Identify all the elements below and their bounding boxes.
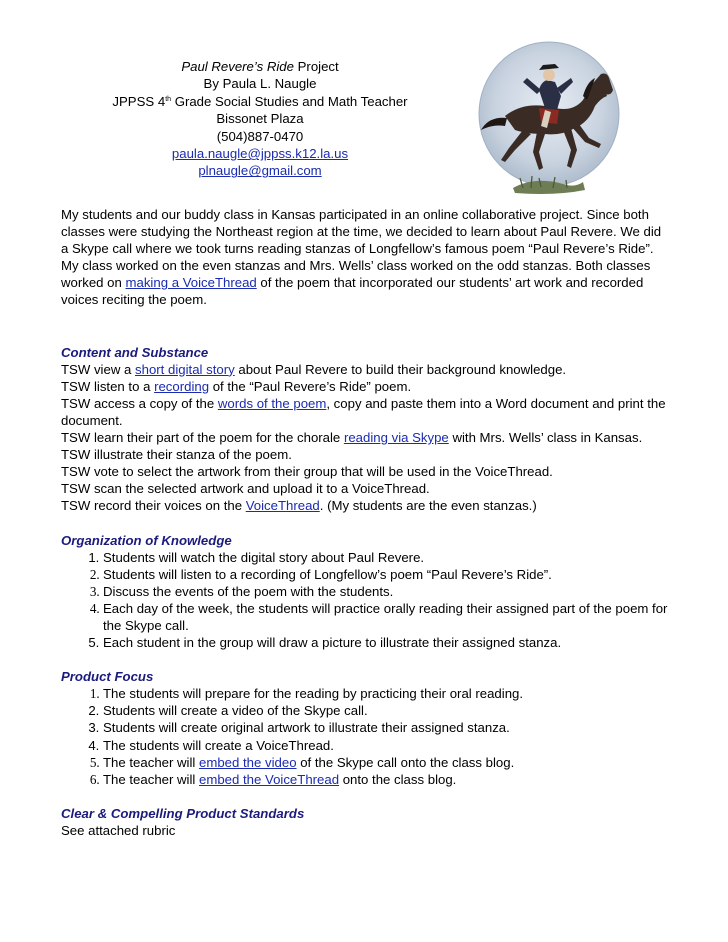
author-role [60, 93, 460, 110]
role-prefix: JPPSS 4 [112, 93, 166, 109]
role-suffix: Grade Social Studies and Math Teacher [171, 93, 408, 109]
words-of-poem-link[interactable]: words of the poem [217, 395, 327, 411]
intro-text-2: of the poem that incorporated our students’ art work and recorded voices reciting the poem. [61, 275, 644, 308]
organization-section [61, 532, 671, 652]
list-item: 2. Students will listen to a recording of Longfellow’s poem “Paul Revere’s Ride”. [103, 566, 671, 583]
task-8-text-b: . (My students are the even stanzas.) [319, 498, 537, 514]
task-3-text-b: , copy and paste them into a Word document and print the document. [61, 395, 666, 428]
document-header [60, 58, 460, 180]
project-title-suffix: Project [293, 59, 339, 74]
intro-text-1: My students and our buddy class in Kansas participated in an online collaborative project. Since both classes were studying the Northeast region at the time, we decided to learn about Paul Revere. We did a Skype call where we took turns reading stanzas of Longfellow’s famous poem “Paul Revere’s Ride”. My class worked on the even stanzas and Mrs. Wells’ class worked on the odd stanzas. Both classes worked on [61, 207, 662, 291]
product-6-text-a: The teacher will [103, 771, 200, 787]
role-ordinal: th [165, 95, 172, 103]
task-line-5: TSW illustrate their stanza of the poem. [61, 447, 292, 463]
list-item: 4. Each day of the week, the students will practice orally reading their assigned part of the poem for the Skype call. [103, 600, 671, 634]
task-line-6: TSW vote to select the artwork from their group that will be used in the VoiceThread. [61, 464, 553, 480]
task-8-text-a: TSW record their voices on the [61, 498, 246, 514]
list-item [103, 754, 671, 771]
product-focus-list [61, 685, 671, 788]
standards-section [61, 805, 671, 839]
list-item [103, 771, 671, 788]
recording-link[interactable]: recording [154, 378, 210, 394]
email-link-gmail[interactable]: plnaugle@gmail.com [198, 163, 322, 179]
standards-heading: Clear & Compelling Product Standards [61, 805, 305, 821]
list-item: 3. Discuss the events of the poem with the students. [103, 583, 671, 600]
email-link-school[interactable]: paula.naugle@jppss.k12.la.us [171, 146, 349, 162]
product-6-text-b: onto the class blog. [339, 771, 457, 787]
list-item: 1. Students will watch the digital story about Paul Revere. [103, 549, 671, 566]
list-item: 1. The students will prepare for the reading by practicing their oral reading. [103, 685, 671, 702]
task-line-2 [61, 378, 671, 395]
task-4-text-a: TSW learn their part of the poem for the chorale [61, 430, 344, 446]
task-3-text-a: TSW access a copy of the [61, 395, 218, 411]
voicethread-link[interactable]: VoiceThread [245, 498, 320, 514]
organization-heading: Organization of Knowledge [61, 532, 232, 548]
standards-text: See attached rubric [61, 822, 176, 838]
embed-voicethread-link[interactable]: embed the VoiceThread [199, 771, 340, 787]
product-5-text-b: of the Skype call onto the class blog. [296, 754, 515, 770]
project-title: Paul Revere’s Ride [181, 59, 294, 74]
document-body [61, 206, 671, 839]
task-2-text-b: of the “Paul Revere’s Ride” poem. [209, 378, 412, 394]
task-1-text-a: TSW view a [61, 361, 136, 377]
list-item: 3. Students will create original artwork to illustrate their assigned stanza. [103, 719, 671, 736]
paul-revere-rider-illustration [475, 38, 623, 196]
list-item: 5. Each student in the group will draw a picture to illustrate their assigned stanza. [103, 634, 671, 651]
organization-list [61, 549, 671, 652]
phone-number: (504)887-0470 [216, 128, 304, 144]
school-name: Bissonet Plaza [216, 111, 304, 127]
project-title-line [60, 58, 460, 75]
task-line-1 [61, 361, 671, 378]
content-substance-heading: Content and Substance [61, 344, 209, 360]
embed-video-link[interactable]: embed the video [199, 754, 297, 770]
task-line-7: TSW scan the selected artwork and upload it to a VoiceThread. [61, 481, 430, 497]
product-focus-section [61, 668, 671, 788]
list-item: 4. The students will create a VoiceThread. [103, 737, 671, 754]
making-voicethread-link[interactable]: making a VoiceThread [125, 275, 257, 291]
task-line-3 [61, 395, 671, 429]
task-line-8 [61, 497, 671, 514]
short-digital-story-link[interactable]: short digital story [135, 361, 235, 377]
task-2-text-a: TSW listen to a [61, 378, 155, 394]
reading-via-skype-link[interactable]: reading via Skype [343, 430, 449, 446]
content-substance-section [61, 344, 671, 515]
intro-paragraph [61, 206, 671, 309]
product-focus-heading: Product Focus [61, 669, 154, 685]
list-item: 2. Students will create a video of the Skype call. [103, 702, 671, 719]
product-5-text-a: The teacher will [103, 754, 200, 770]
task-line-4 [61, 429, 671, 446]
author-byline: By Paula L. Naugle [203, 76, 317, 92]
task-1-text-b: about Paul Revere to build their background knowledge. [234, 361, 567, 377]
task-4-text-b: with Mrs. Wells’ class in Kansas. [448, 430, 643, 446]
